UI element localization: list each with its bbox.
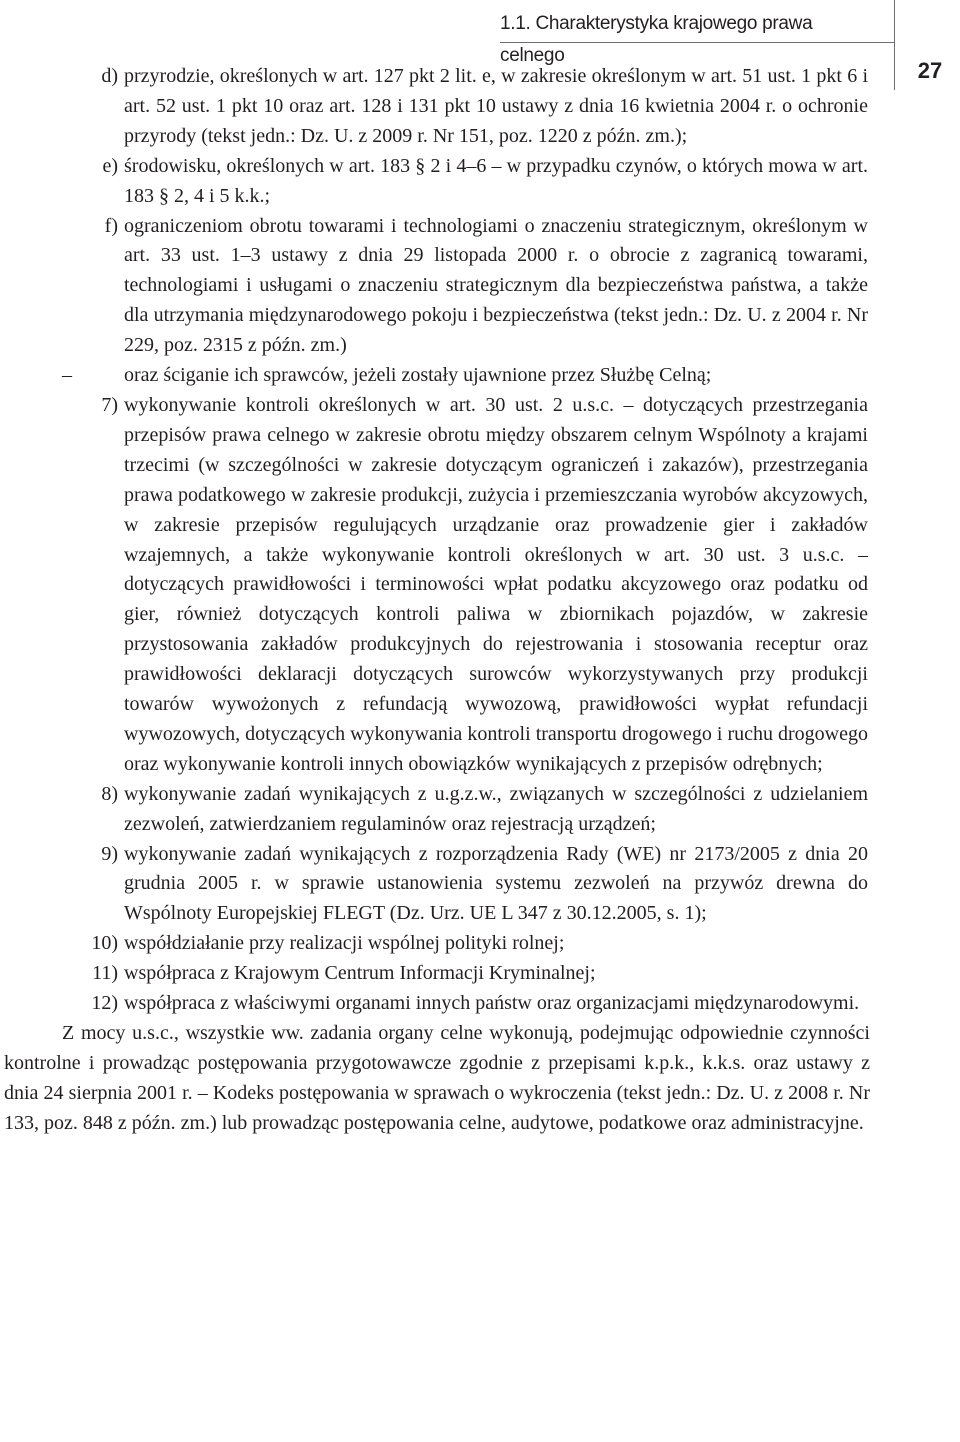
item-text: środowisku, określonych w art. 183 § 2 i 4–6 – w przypadku czynów, o których mowa w art. 183 § 2, 4 i 5 k.k.; [124, 154, 868, 207]
item-marker: 10) [91, 932, 118, 955]
running-header: 1.1. Charakterystyka krajowego prawa celnego [500, 13, 813, 66]
item-text: współpraca z właściwymi organami innych państw oraz organizacjami międzynarodowymi. [124, 992, 860, 1015]
list-item-f [104, 212, 868, 362]
item-marker: e) [102, 154, 118, 177]
item-marker: 7) [101, 393, 118, 416]
item-text: wykonywanie zadań wynikających z rozporządzenia Rady (WE) nr 2173/2005 z dnia 20 grudnia 2005 r. w sprawie ustanowienia systemu zezwoleń na przywóz drewna do Wspólnoty Europejskiej FLEGT (Dz. Urz. UE L 347 z 30.12.2005, s. 1); [124, 842, 868, 925]
item-marker: 12) [91, 992, 118, 1015]
list-item-9 [101, 840, 868, 930]
list-item-10 [91, 929, 868, 959]
page-body [0, 62, 960, 1139]
item-text: przyrodzie, określonych w art. 127 pkt 2 lit. e, w zakresie określonym w art. 51 ust. 1 pkt 6 i art. 52 ust. 1 pkt 10 oraz art. 128 i 131 pkt 10 ustawy z dnia 16 kwietnia 2004 r. o ochronie przyrody (tekst jedn.: Dz. U. z 2009 r. Nr 151, poz. 1220 z późn. zm.); [124, 65, 868, 147]
item-text: ograniczeniom obrotu towarami i technologiami o znaczeniu strategicznym, określonym w art. 33 ust. 1–3 ustawy z dnia 29 listopada 2000 r. o obrocie z zagranicą towarami, technologiami i usługami o znaczeniu strategicznym dla bezpieczeństwa państwa, a także dla utrzymania międzynarodowego pokoju i bezpieczeństwa (tekst jedn.: Dz. U. z 2004 r. Nr 229, poz. 2315 z późn. zm.) [124, 214, 868, 357]
item-marker: d) [101, 65, 118, 87]
list-item-7 [101, 391, 868, 780]
dash-marker: – [62, 364, 72, 387]
page-number: 27 [917, 58, 943, 83]
closing-paragraph: Z mocy u.s.c., wszystkie ww. zadania organy celne wykonują, podejmując odpowiednie czynności kontrolne i prowadząc postępowania przygotowawcze zgodnie z przepisami k.p.k., k.k.s. oraz ustawy z dnia 24 sierpnia 2001 r. – Kodeks postępowania w sprawach o wykroczenia (tekst jedn.: Dz. U. z 2008 r. Nr 133, poz. 848 z późn. zm.) lub prowadząc postępowania celne, audytowe, podatkowe oraz administracyjne. [4, 1022, 870, 1134]
item-text: wykonywanie kontroli określonych w art. 30 ust. 2 u.s.c. – dotyczących przestrzegania przepisów prawa celnego w zakresie obrotu między obszarem celnym Wspólnoty a krajami trzecimi (w szczególności w zakresie dotyczącym ograniczeń i zakazów), przestrzegania prawa podatkowego w zakresie produkcji, zużycia i przemieszczania wyrobów akcyzowych, w zakresie przepisów regulujących urządzanie oraz prowadzenie gier i zakładów wzajemnych, a także wykonywanie kontroli określonych w art. 30 ust. 3 u.s.c. – dotyczących prawidłowości i terminowości wpłat podatku akcyzowego oraz podatku od gier, również dotyczących kontroli paliwa w zbiornikach pojazdów, w zakresie przystosowania zakładów produkcyjnych do rejestrowania i stosowania receptur oraz prawidłowości deklaracji dotyczących surowców wykorzystywanych przy produkcji towarów wywożonych z refundacją wywozową, prawidłowości wypłat refundacji wywozowych, dotyczących wykonywania kontroli transportu drogowego i ruchu drogowego oraz wykonywanie kontroli innych obowiązków wynikających z przepisów odrębnych; [124, 393, 868, 775]
item-text: wykonywanie zadań wynikających z u.g.z.w., związanych w szczególności z udzielaniem zezwoleń, zatwierdzaniem regulaminów oraz rejestracją urządzeń; [124, 782, 868, 835]
list-item-e [102, 152, 868, 212]
item-marker: 11) [92, 962, 118, 985]
item-marker: 8) [101, 782, 118, 805]
item-text: współdziałanie przy realizacji wspólnej polityki rolnej; [124, 932, 565, 955]
item-text: oraz ściganie ich sprawców, jeżeli zostały ujawnione przez Służbę Celną; [124, 364, 712, 387]
header-rule [500, 42, 895, 43]
list-item-8 [101, 780, 868, 840]
list-item-dash [62, 361, 868, 391]
list-item-12 [91, 989, 868, 1019]
item-text: współpraca z Krajowym Centrum Informacji Kryminalnej; [124, 962, 596, 985]
item-marker: f) [104, 214, 118, 237]
item-marker: 9) [101, 842, 118, 865]
list-item-d [101, 62, 868, 152]
list-item-11 [92, 959, 868, 989]
